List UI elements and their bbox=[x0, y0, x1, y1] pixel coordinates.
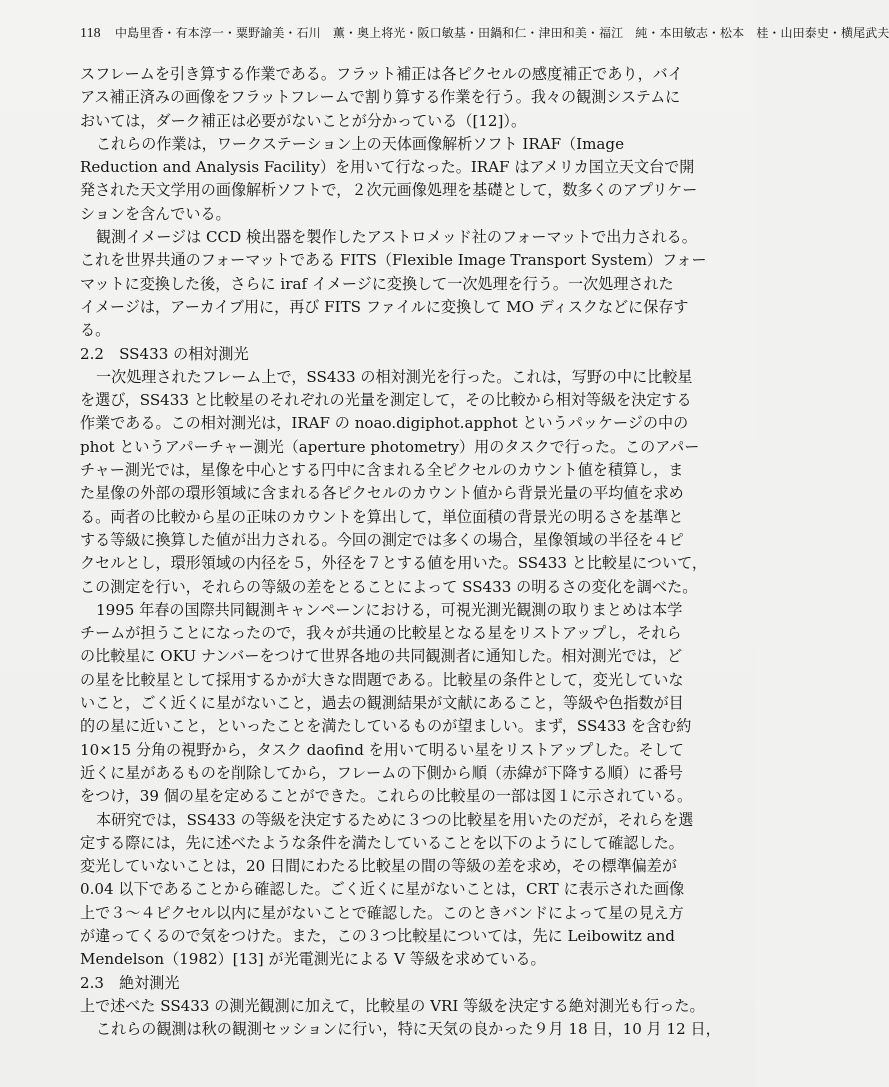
text-line: 変光していないことは，20 日間にわたる比較星の間の等級の差を求め，その標準偏差が bbox=[80, 857, 677, 876]
text-line: これらの観測は秋の観測セッションに行い，特に天気の良かった９月 18 日，10 月 12 日， bbox=[96, 1020, 721, 1039]
text-line: 一次処理されたフレーム上で，SS433 の相対測光を行った。これは，写野の中に比較星 bbox=[96, 367, 693, 386]
text-line: の星を比較星として採用するかが大きな問題である。比較星の条件として，変光していな bbox=[80, 670, 684, 689]
text-line: 2.3 絶対測光 bbox=[80, 973, 180, 992]
text-line: この測定を行い，それらの等級の差をとることによって SS433 の明るさの変化を調べた。 bbox=[80, 577, 698, 596]
text-line: ションを含んでいる。 bbox=[80, 204, 231, 223]
text-line: 観測イメージは CCD 検出器を製作したアストロメッド社のフォーマットで出力される。 bbox=[96, 228, 697, 247]
text-line: 1995 年春の国際共同観測キャンペーンにおける，可視光測光観測の取りまとめは本学 bbox=[96, 600, 683, 619]
page-number: 118 bbox=[80, 26, 101, 41]
text-line: スフレームを引き算する作業である。フラット補正は各ピクセルの感度補正であり，バイ bbox=[80, 65, 683, 83]
text-line bbox=[80, 1041, 709, 1064]
text-line: が違ってくるので気をつけた。また，この３つ比較星については，先に Leibowitz and bbox=[80, 926, 675, 945]
text-line: する等級に換算した値が出力される。今回の測定では多くの場合，星像領域の半径を４ピ bbox=[80, 530, 684, 549]
text-line: 作業である。この相対測光は，IRAF の noao.digiphot.apphot というパッケージの中の bbox=[80, 414, 689, 433]
text-line: 定する際には，先に述べたような条件を満たしていることを以下のようにして確認した。 bbox=[80, 833, 684, 852]
text-line: 的の星に近いこと，といったことを満たしているものが望ましい。まず，SS433 を含む約 bbox=[80, 717, 692, 736]
text-line: チャー測光では，星像を中心とする円中に含まれる全ピクセルのカウント値を積算し，ま bbox=[80, 461, 684, 480]
body-text bbox=[80, 63, 721, 1065]
text-line: る。両者の比較から星の正味のカウントを算出して，単位面積の背景光の明るさを基準と bbox=[80, 507, 684, 526]
text-line: チームが担うことになったので，我々が共通の比較星となる星をリストアップし，それら bbox=[80, 624, 682, 643]
text-line: おいては，ダーク補正は必要がないことが分かっている（[12]）。 bbox=[80, 111, 527, 130]
text-line: の比較星に OKU ナンバーをつけて世界各地の共同観測者に通知した。相対測光では，ど bbox=[80, 647, 683, 666]
author-list: 中島里香・有本淳一・粟野諭美・石川 薫・奥上将光・阪口敏基・田鍋和仁・津田和美・福江 純・本田敏志・松本 桂・山田泰史・横尾武夫 bbox=[115, 26, 889, 40]
text-line: Reduction and Analysis Facility）を用いて行なった。IRAF はアメリカ国立天文台で開 bbox=[80, 158, 695, 177]
text-line: アス補正済みの画像をフラットフレームで割り算する作業を行う。我々の観測システムに bbox=[80, 88, 681, 107]
text-line: を選び，SS433 と比較星のそれぞれの光量を測定して，その比較から相対等級を決定する bbox=[80, 391, 692, 410]
text-line: 発された天文学用の画像解析ソフトで，２次元画像処理を基礎として，数多くのアプリケー bbox=[80, 181, 698, 200]
text-line: イメージは，アーカイブ用に，再び FITS ファイルに変換して MO ディスクなどに保存す bbox=[80, 297, 689, 316]
text-line: 上で３～４ピクセル以内に星がないことで確認した。このときバンドによって星の見え方 bbox=[80, 903, 684, 922]
text-line: これを世界共通のフォーマットである FITS（Flexible Image Transport System）フォー bbox=[80, 251, 707, 270]
text-line: Mendelson（1982）[13] が光電測光による V 等級を求めている。 bbox=[80, 950, 546, 969]
text-line: をつけ，39 個の星を定めることができた。これらの比較星の一部は図１に示されている。 bbox=[80, 787, 693, 806]
text-line: 10×15 分角の視野から，タスク daofind を用いて明るい星をリストアップした。そして bbox=[80, 740, 684, 759]
text-line: これらの作業は，ワークステーション上の天体画像解析ソフト IRAF（Image bbox=[96, 134, 625, 153]
text-line: る。 bbox=[80, 321, 111, 340]
text-line: マットに変換した後，さらに iraf イメージに変換して一次処理を行う。一次処理された bbox=[80, 274, 674, 293]
text-line: 0.04 以下であることから確認した。ごく近くに星がないことは，CRT に表示された画像 bbox=[80, 880, 685, 899]
text-line: 近くに星があるものを削除してから，フレームの下側から順（赤緯が下降する順）に番号 bbox=[80, 763, 684, 782]
section-heading-2-2: 2.2 SS433 の相対測光 bbox=[80, 344, 249, 363]
text-line: た星像の外部の環形領域に含まれる各ピクセルのカウント値から背景光量の平均値を求め bbox=[80, 484, 684, 503]
text-line: いこと，ごく近くに星がないこと，過去の観測結果が文献にあること，等級や色指数が目 bbox=[80, 694, 684, 713]
text-line: クセルとし，環形領域の内径を５，外径を７とする値を用いた。SS433 と比較星について， bbox=[80, 554, 707, 573]
text-line: 本研究では，SS433 の等級を決定するために３つの比較星を用いたのだが，それらを選 bbox=[96, 810, 694, 829]
running-header bbox=[80, 24, 889, 43]
text-line: phot というアパーチャー測光（aperture photometry）用のタスクで行った。このアパー bbox=[80, 437, 700, 456]
section-heading-2-3: 上で述べた SS433 の測光観測に加えて，比較星の VRI 等級を決定する絶対測光も行った。 bbox=[80, 996, 705, 1015]
